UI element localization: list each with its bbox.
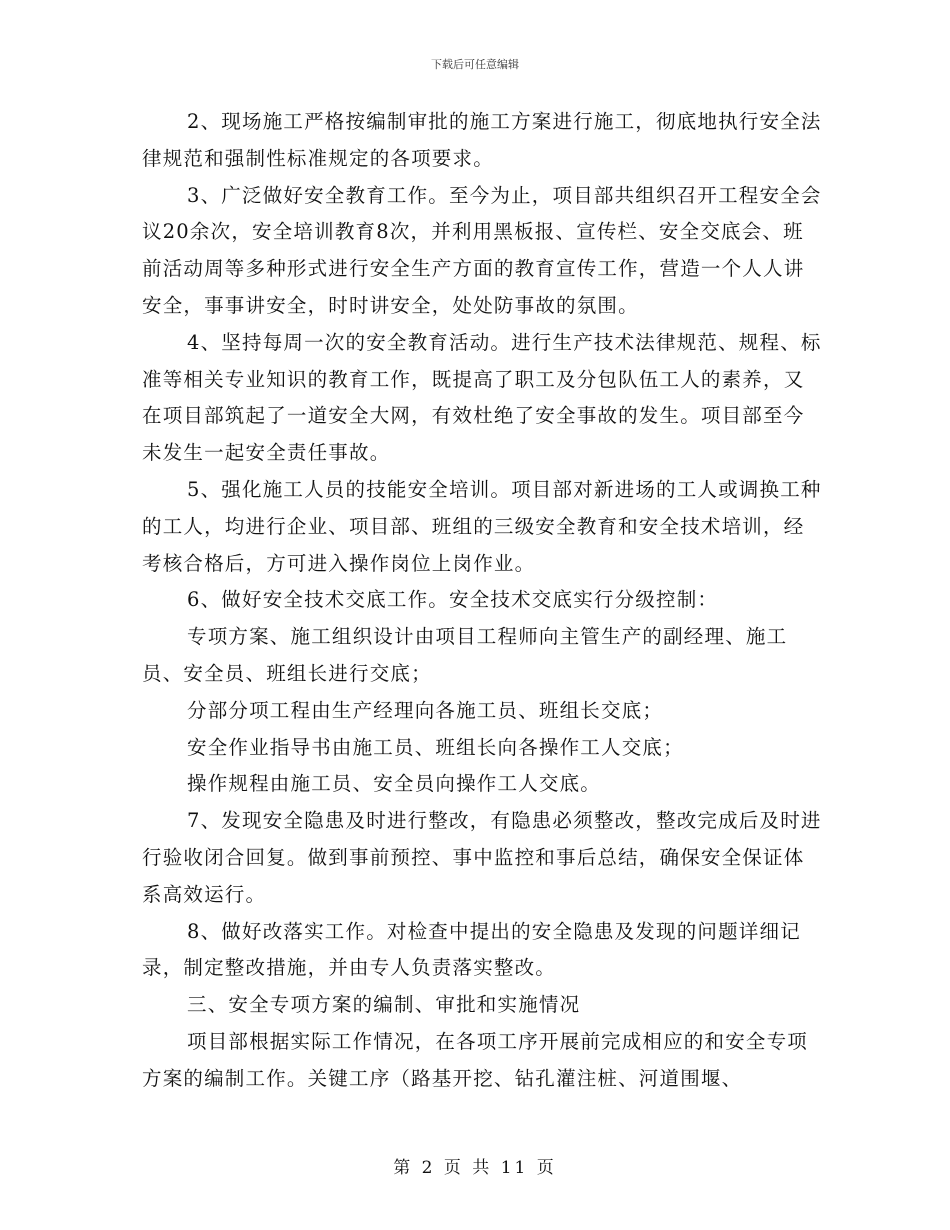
paragraph-item-3: 3、广泛做好安全教育工作。至今为止，项目部共组织召开工程安全会议20余次，安全培训教育8次，并利用黑板报、宣传栏、安全交底会、班前活动周等多种形式进行安全生产方面的教育宣传工作，营造一个人人讲安全，事事讲安全，时时讲安全，处处防事故的氛围。: [142, 183, 822, 317]
document-body: [142, 104, 822, 1098]
paragraph-disclosure-4: 操作规程由施工员、安全员向操作工人交底。: [187, 772, 602, 796]
paragraph-item-6: 6、做好安全技术交底工作。安全技术交底实行分级控制：: [187, 588, 719, 612]
paragraph-item-5: 5、强化施工人员的技能安全培训。项目部对新进场的工人或调换工种的工人，均进行企业、项目部、班组的三级安全教育和安全技术培训，经考核合格后，方可进入操作岗位上岗作业。: [142, 477, 822, 575]
paragraph-item-2: 2、现场施工严格按编制审批的施工方案进行施工，彻底地执行安全法律规范和强制性标准规定的各项要求。: [142, 110, 822, 170]
paragraph-disclosure-2: 分部分项工程由生产经理向各施工员、班组长交底；: [187, 698, 664, 722]
paragraph-item-7: 7、发现安全隐患及时进行整改，有隐患必须整改，整改完成后及时进行验收闭合回复。做到事前预控、事中监控和事后总结，确保安全保证体系高效运行。: [142, 809, 822, 906]
page-footer: 第 2 页 共 11 页: [393, 1158, 557, 1178]
paragraph-section-3-body: 项目部根据实际工作情况，在各项工序开展前完成相应的和安全专项方案的编制工作。关键工序（路基开挖、钻孔灌注桩、河道围堰、: [142, 1029, 809, 1090]
page-header: 下载后可任意编辑: [431, 58, 519, 71]
paragraph-disclosure-1: 专项方案、施工组织设计由项目工程师向主管生产的副经理、施工员、安全员、班组长进行交底；: [142, 625, 788, 685]
paragraph-disclosure-3: 安全作业指导书由施工员、班组长向各操作工人交底；: [187, 735, 684, 759]
paragraph-item-8: 8、做好改落实工作。对检查中提出的安全隐患及发现的问题详细记录，制定整改措施，并由专人负责落实整改。: [142, 919, 801, 980]
paragraph-item-4: 4、坚持每周一次的安全教育活动。进行生产技术法律规范、规程、标准等相关专业知识的教育工作，既提高了职工及分包队伍工人的素养，又在项目部筑起了一道安全大网，有效杜绝了安全事故的发生。项目部至今未发生一起安全责任事故。: [142, 330, 822, 465]
section-heading-3: 三、安全专项方案的编制、审批和实施情况: [187, 993, 581, 1017]
